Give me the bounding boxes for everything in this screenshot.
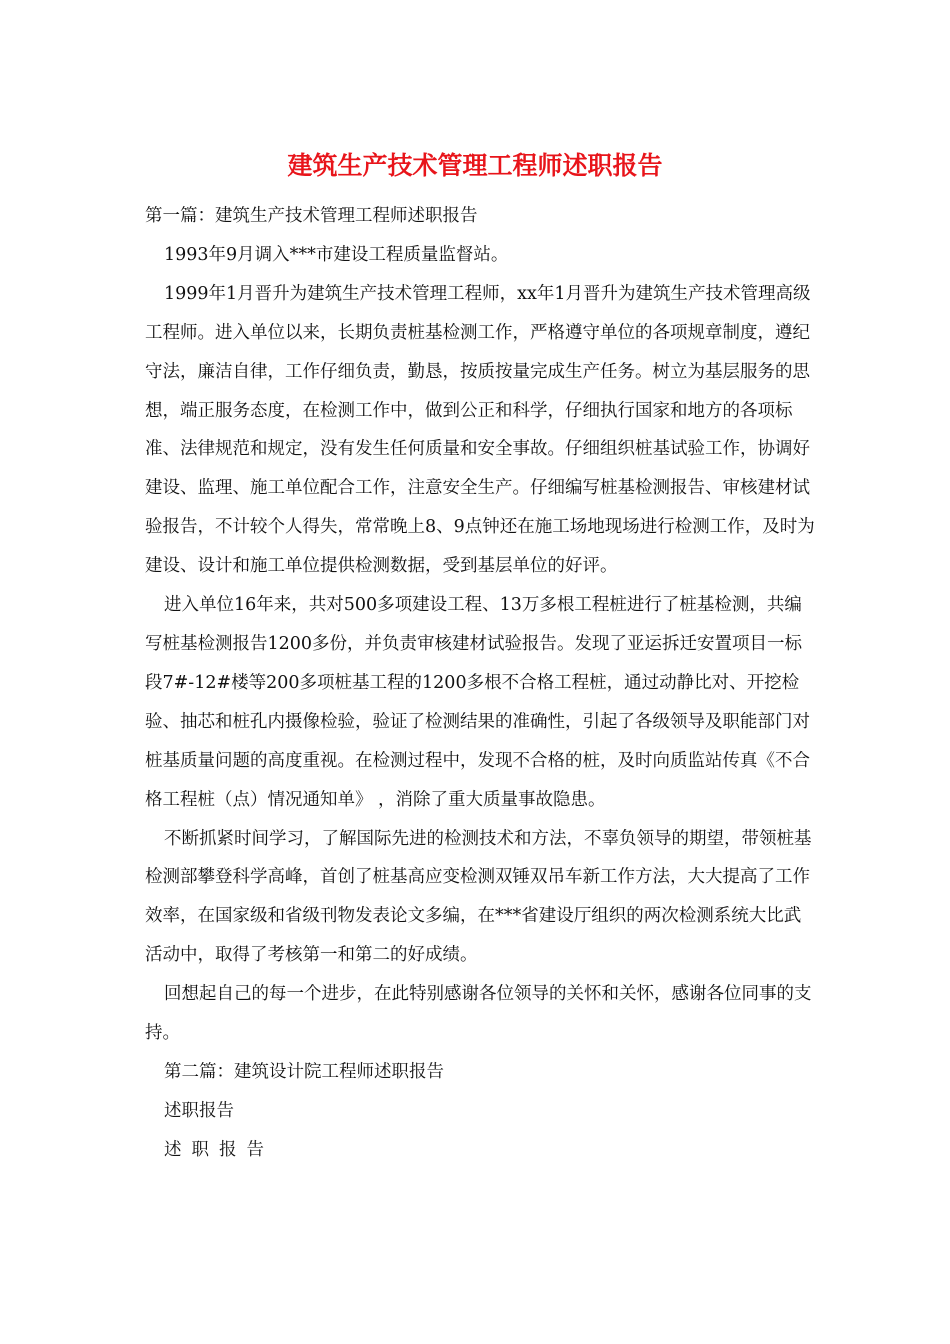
report-label: 述职报告 [164, 1100, 234, 1121]
paragraph-5: 回想起自己的每一个进步，在此特别感谢各位领导的关怀和关怀，感谢各位同事的支持。 [145, 984, 812, 1044]
paragraph-2: 1999年1月晋升为建筑生产技术管理工程师，xx年1月晋升为建筑生产技术管理高级工程师。进入单位以来，长期负责桩基检测工作，严格遵守单位的各项规章制度，遵纪守法，廉洁自律，工作仔细负责，勤恳，按质按量完成生产任务。树立为基层服务的思想，端正服务态度，在检测工作中，做到公正和科学，仔细执行国家和地方的各项标准、法律规范和规定，没有发生任何质量和安全事故。仔细组织桩基试验工作，协调好建设、监理、施工单位配合工作，注意安全生产。仔细编写桩基检测报告、审核建材试验报告，不计较个人得失，常常晚上8、9点钟还在施工场地现场进行检测工作，及时为建设、设计和施工单位提供检测数据，受到基层单位的好评。 [145, 283, 815, 577]
section-heading-1: 第一篇：建筑生产技术管理工程师述职报告 [145, 206, 478, 226]
document-title: 建筑生产技术管理工程师述职报告 [287, 151, 663, 180]
paragraph-1: 1993年9月调入***市建设工程质量监督站。 [164, 244, 509, 265]
document-body [145, 197, 815, 1170]
report-label-spaced: 述职报告 [164, 1139, 274, 1160]
paragraph-4: 不断抓紧时间学习，了解国际先进的检测技术和方法，不辜负领导的期望，带领桩基检测部攀登科学高峰，首创了桩基高应变检测双锤双吊车新工作方法，大大提高了工作效率，在国家级和省级刊物发表论文多编，在***省建设厅组织的两次检测系统大比武活动中，取得了考核第一和第二的好成绩。 [145, 828, 812, 966]
section-heading-2: 第二篇：建筑设计院工程师述职报告 [164, 1061, 444, 1082]
paragraph-3: 进入单位16年来，共对500多项建设工程、13万多根工程桩进行了桩基检测，共编写桩基检测报告1200多份，并负责审核建材试验报告。发现了亚运拆迁安置项目一标段7#-12#楼等200多项桩基工程的1200多根不合格工程桩，通过动静比对、开挖检验、抽芯和桩孔内摄像检验，验证了检测结果的准确性，引起了各级领导及职能部门对桩基质量问题的高度重视。在检测过程中，发现不合格的桩，及时向质监站传真《不合格工程桩（点）情况通知单》 ，消除了重大质量事故隐患。 [145, 595, 810, 810]
